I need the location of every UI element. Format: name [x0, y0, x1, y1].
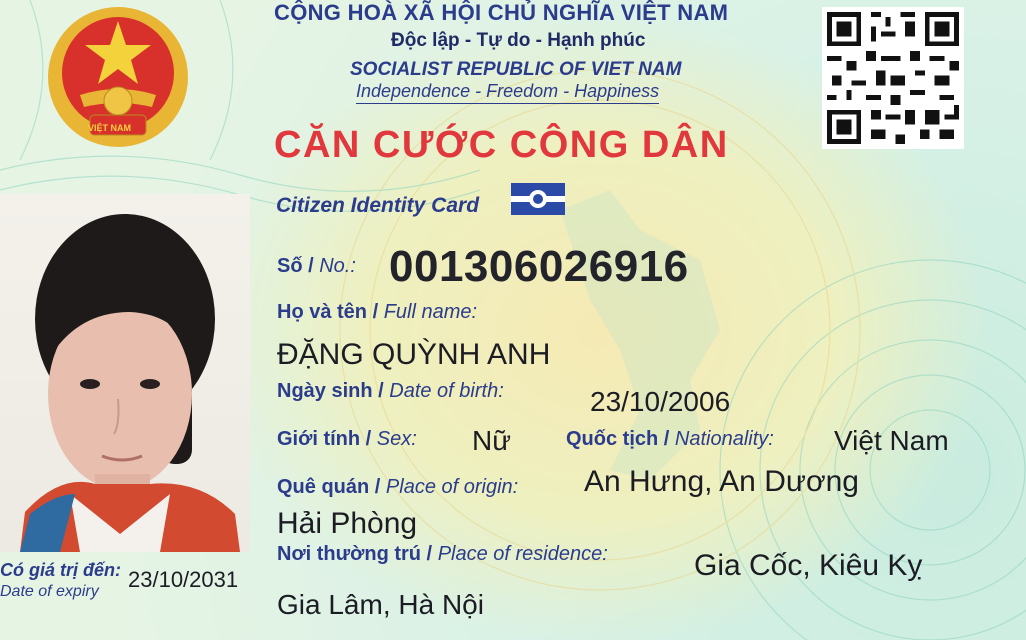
date-of-birth: 23/10/2006: [590, 386, 731, 417]
country-name-en: SOCIALIST REPUBLIC OF VIET NAM: [350, 59, 682, 80]
expiry-label-en: Date of expiry: [0, 583, 99, 600]
full-name: ĐẶNG QUỲNH ANH: [277, 338, 551, 371]
name-label: Họ và tên / Full name:: [277, 301, 478, 323]
motto-en: Independence - Freedom - Happiness: [356, 81, 659, 104]
origin-label: Quê quán / Place of origin:: [277, 476, 519, 498]
expiry-label-vn: Có giá trị đến:: [0, 560, 121, 580]
country-name-vn: CỘNG HOÀ XÃ HỘI CHỦ NGHĨA VIỆT NAM: [274, 0, 729, 25]
residence-label: Nơi thường trú / Place of residence:: [277, 543, 608, 565]
nationality-label: Quốc tịch / Nationality:: [566, 428, 774, 450]
sex-label: Giới tính / Sex:: [277, 428, 417, 450]
chip-flag-icon: [511, 183, 565, 215]
id-number: 001306026916: [389, 242, 689, 291]
qr-code-icon: [822, 7, 964, 149]
dob-label: Ngày sinh / Date of birth:: [277, 380, 504, 402]
number-label: Số / No.:: [277, 255, 356, 277]
origin-value-line2: Hải Phòng: [277, 507, 418, 540]
residence-value-line2: Gia Lâm, Hà Nội: [277, 589, 484, 620]
card-title-en: Citizen Identity Card: [276, 194, 480, 217]
card-title-vn: CĂN CƯỚC CÔNG DÂN: [274, 124, 729, 166]
origin-value-line1: An Hưng, An Dương: [584, 465, 859, 498]
motto-vn: Độc lập - Tự do - Hạnh phúc: [391, 30, 646, 51]
expiry-date: 23/10/2031: [128, 567, 239, 592]
portrait-photo: [0, 194, 250, 552]
sex-value: Nữ: [472, 425, 511, 456]
nationality-value: Việt Nam: [834, 425, 949, 456]
residence-value-line1: Gia Cốc, Kiêu Kỵ: [694, 549, 923, 582]
emblem-text: VIỆT NAM: [88, 123, 132, 133]
